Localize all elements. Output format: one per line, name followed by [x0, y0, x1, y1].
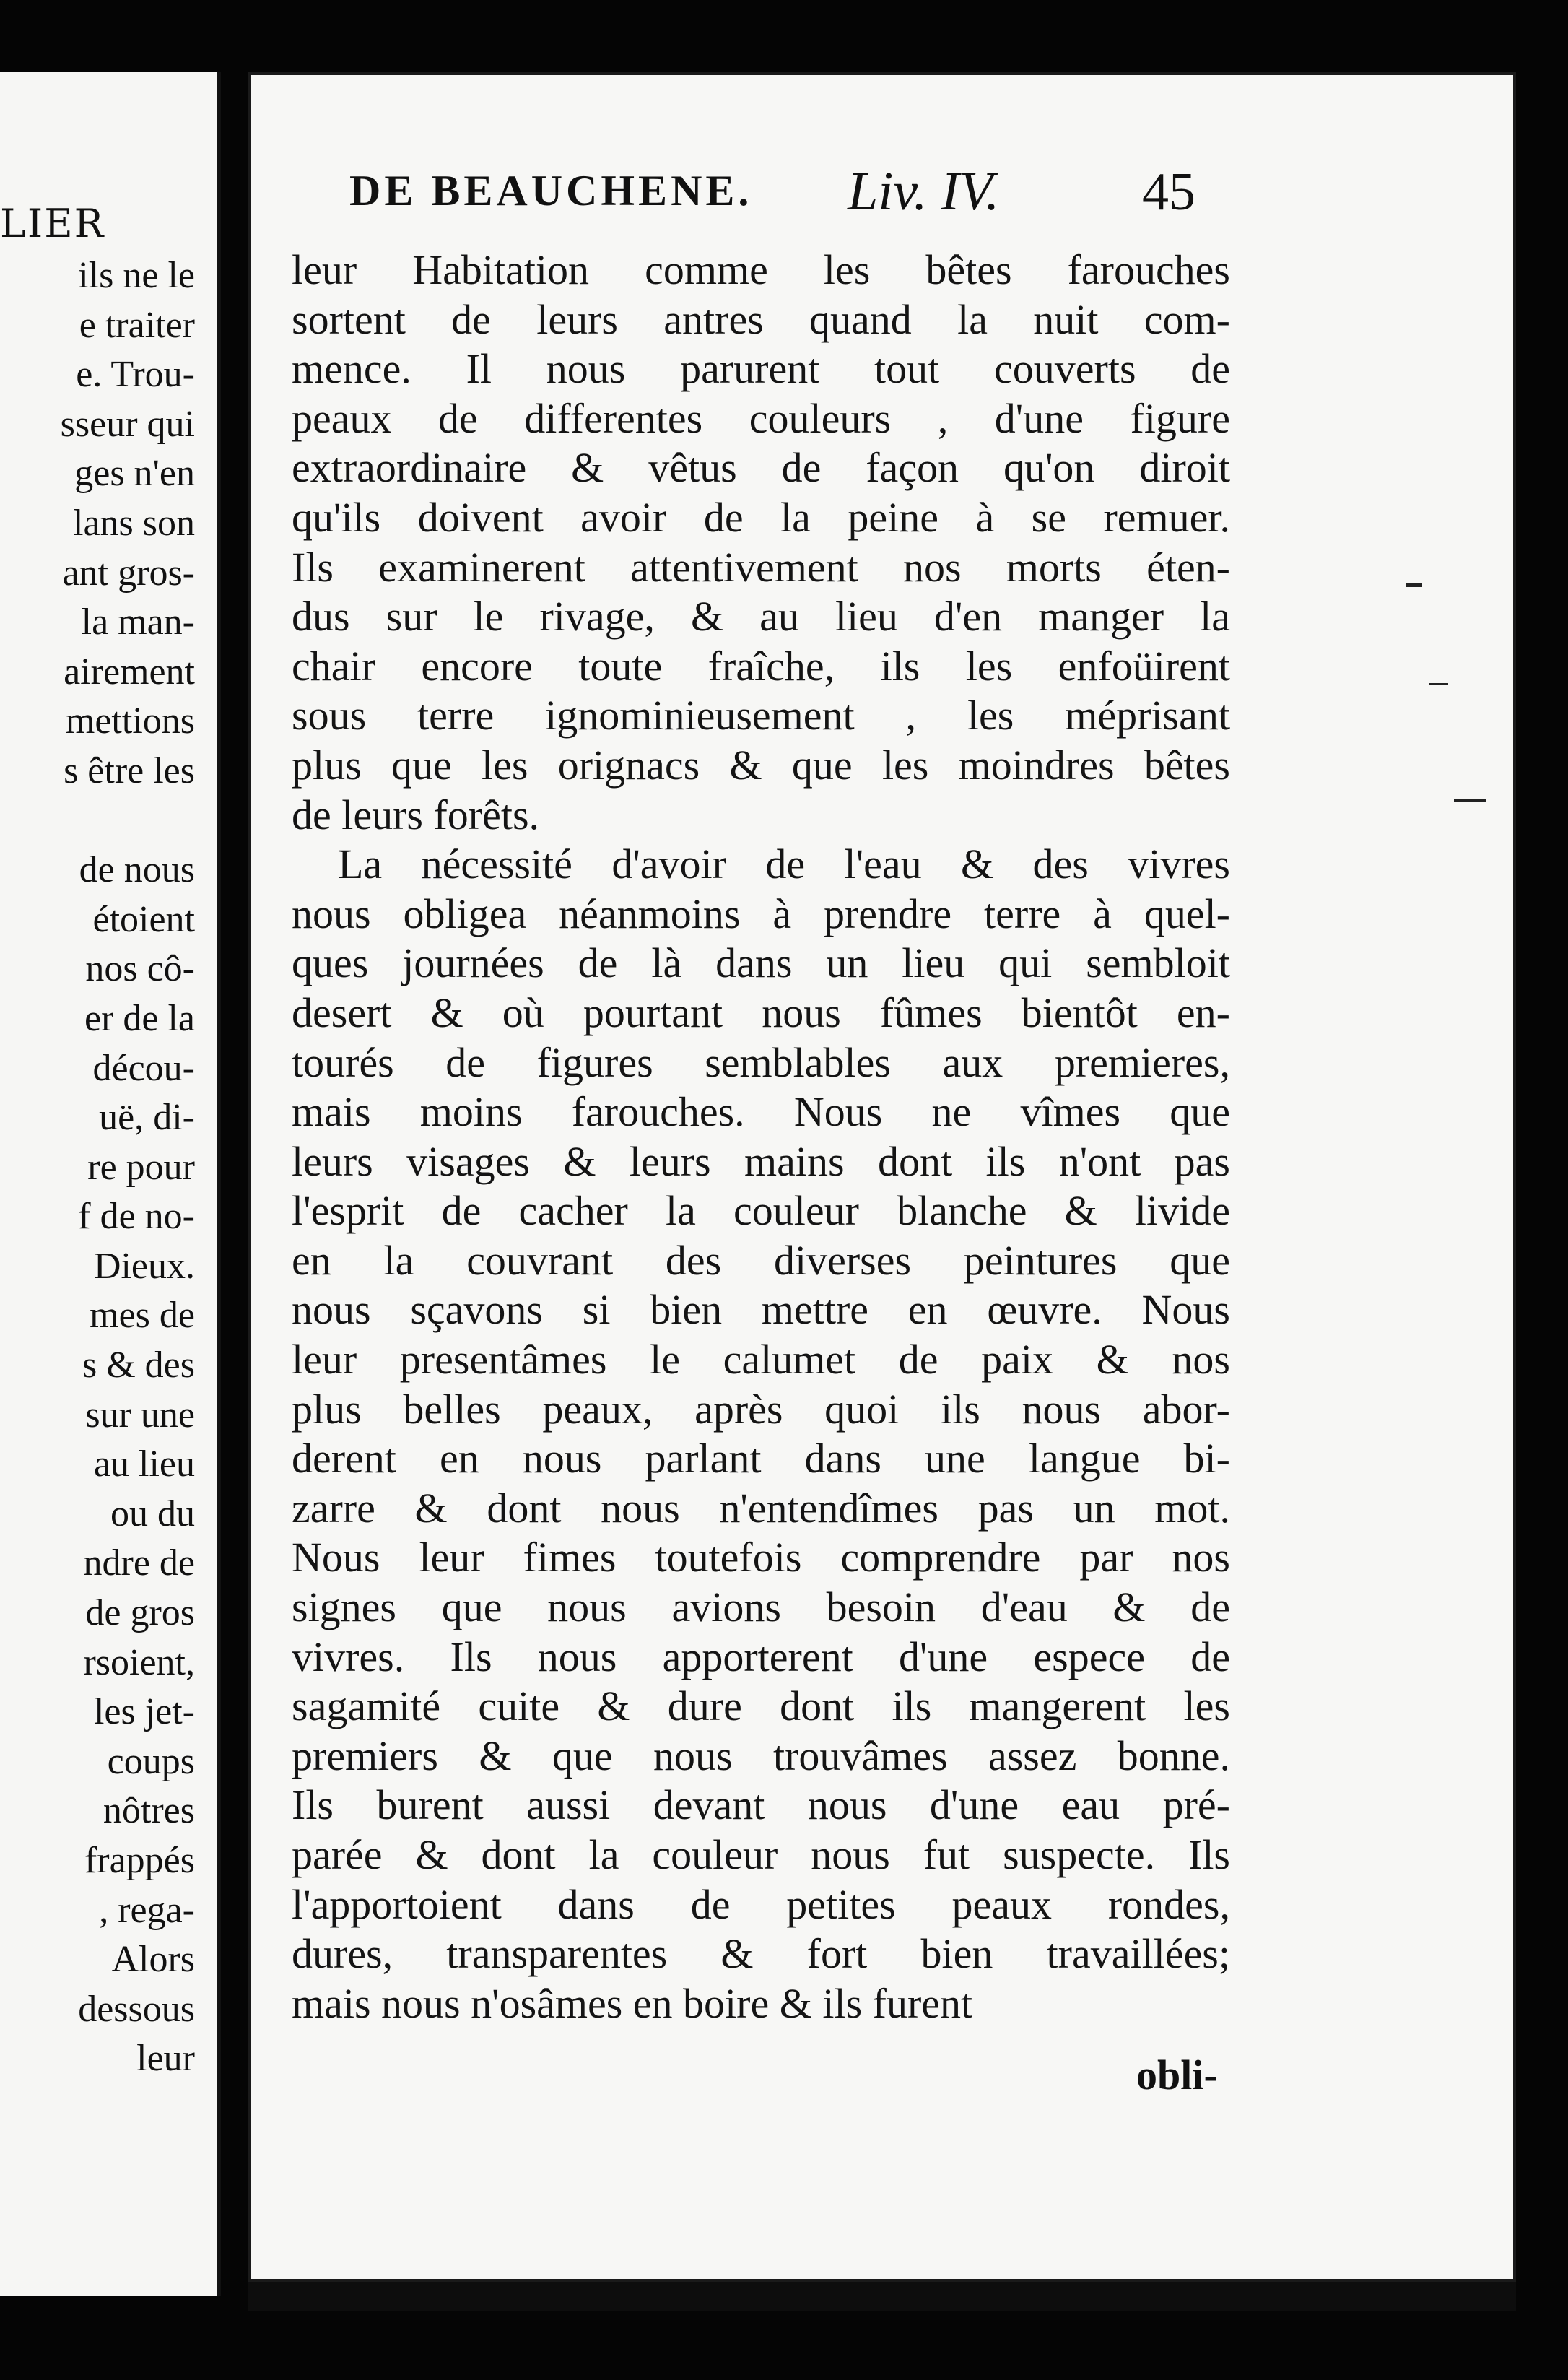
text-line: en la couvrant des diverses peintures que: [292, 1236, 1230, 1284]
text-line: mais nous n'osâmes en boire & ils furent: [292, 1979, 973, 2027]
margin-mark: [1406, 583, 1422, 587]
left-text-line: uë, di-: [99, 1097, 195, 1139]
left-text-line: e. Trou-: [76, 354, 195, 396]
left-page-text: [0, 251, 195, 2084]
page-bottom-edge: [248, 2282, 1516, 2311]
left-text-line: au lieu: [93, 1443, 195, 1485]
text-line: signes que nous avions besoin d'eau & de: [292, 1584, 1230, 1631]
text-line: derent en nous parlant dans une langue bi-: [292, 1435, 1230, 1482]
text-line: sortent de leurs antres quand la nuit com-: [292, 295, 1230, 343]
text-line: dus sur le rivage, & au lieu d'en manger la: [292, 593, 1230, 640]
left-text-line: mettions: [65, 700, 195, 742]
text-line: l'apportoient dans de petites peaux rondes,: [292, 1880, 1230, 1928]
text-line: La nécessité d'avoir de l'eau & des vivres: [338, 841, 1230, 888]
left-text-line: er de la: [84, 997, 195, 1039]
text-line: sagamité cuite & dure dont ils mangerent les: [292, 1682, 1230, 1730]
left-text-line: nôtres: [103, 1790, 195, 1832]
left-text-line: ant gros-: [62, 552, 195, 594]
left-text-line: la man-: [81, 601, 195, 643]
text-line: dures, transparentes & fort bien travaillées;: [292, 1930, 1230, 1978]
left-text-line: dessous: [78, 1988, 195, 2030]
left-text-line: sseur qui: [60, 403, 195, 445]
left-text-line: s être les: [64, 750, 195, 791]
left-text-line: de gros: [85, 1592, 195, 1634]
left-text-line: les jet-: [93, 1691, 195, 1733]
text-line: sous terre ignominieusement , les méprisant: [292, 692, 1230, 739]
text-line: desert & où pourtant nous fûmes bientôt en-: [292, 989, 1230, 1036]
left-text-line: s & des: [82, 1345, 195, 1386]
left-text-line: , rega-: [99, 1889, 195, 1931]
left-text-line: décou-: [92, 1047, 195, 1089]
text-line: chair encore toute fraîche, ils les enfoüirent: [292, 642, 1230, 690]
left-page-fragment: [0, 72, 221, 2296]
left-running-head: LIER: [0, 201, 105, 246]
text-line: zarre & dont nous n'entendîmes pas un mot.: [292, 1484, 1230, 1532]
text-line: leur Habitation comme les bêtes farouches: [292, 246, 1230, 293]
left-text-line: Dieux.: [93, 1245, 195, 1287]
left-text-line: frappés: [84, 1840, 195, 1881]
left-text-line: re pour: [87, 1146, 195, 1188]
text-line: leur presentâmes le calumet de paix & nos: [292, 1336, 1230, 1384]
left-text-line: ges n'en: [74, 453, 195, 495]
left-text-line: lans son: [73, 502, 195, 544]
margin-mark: [1429, 683, 1448, 685]
text-line: de leurs forêts.: [292, 791, 540, 838]
left-text-line: f de no-: [78, 1196, 195, 1238]
text-line: peaux de differentes couleurs , d'une figure: [292, 394, 1230, 442]
main-page: [248, 72, 1516, 2282]
left-text-line: ndre de: [83, 1542, 195, 1584]
left-text-line: leur: [136, 2038, 195, 2080]
left-text-line: Alors: [111, 1939, 195, 1981]
text-line: parée & dont la couleur nous fut suspecte. Ils: [292, 1831, 1230, 1878]
left-text-line: rsoient,: [83, 1641, 195, 1683]
text-line: plus belles peaux, après quoi ils nous abor-: [292, 1385, 1230, 1433]
text-line: extraordinaire & vêtus de façon qu'on diroit: [292, 444, 1230, 492]
left-text-line: [0, 796, 195, 846]
text-line: nous sçavons si bien mettre en œuvre. Nous: [292, 1286, 1230, 1334]
text-line: Nous leur fimes toutefois comprendre par nos: [292, 1534, 1230, 1581]
left-text-line: mes de: [90, 1295, 195, 1337]
text-line: mence. Il nous parurent tout couverts de: [292, 345, 1230, 393]
running-head-book: Liv. IV.: [848, 161, 1000, 222]
text-line: Ils burent aussi devant nous d'une eau pré-: [292, 1781, 1230, 1829]
left-text-line: sur une: [85, 1394, 195, 1436]
left-text-line: étoient: [92, 898, 195, 940]
left-text-line: airement: [64, 651, 195, 692]
text-line: Ils examinerent attentivement nos morts éten-: [292, 543, 1230, 591]
left-text-line: ils ne le: [78, 255, 195, 296]
left-text-line: e traiter: [79, 304, 195, 346]
body-text: [292, 246, 1230, 2028]
text-line: premiers & que nous trouvâmes assez bonne.: [292, 1732, 1230, 1779]
running-head: [248, 161, 1516, 231]
text-line: tourés de figures semblables aux premieres,: [292, 1038, 1230, 1086]
left-text-line: coups: [107, 1740, 195, 1782]
text-line: plus que les orignacs & que les moindres bêtes: [292, 741, 1230, 789]
left-text-line: de nous: [79, 849, 195, 891]
left-text-line: ou du: [110, 1493, 195, 1534]
text-line: mais moins farouches. Nous ne vîmes que: [292, 1088, 1230, 1136]
left-text-line: nos cô-: [85, 948, 195, 990]
text-line: ques journées de là dans un lieu qui sembloit: [292, 939, 1230, 987]
running-head-title: DE BEAUCHENE.: [349, 167, 753, 214]
text-line: leurs visages & leurs mains dont ils n'ont pas: [292, 1137, 1230, 1185]
text-line: vivres. Ils nous apporterent d'une espece de: [292, 1633, 1230, 1680]
margin-mark: [1454, 799, 1486, 802]
page-number: 45: [1142, 162, 1195, 222]
catchword: obli-: [1136, 2051, 1218, 2098]
text-line: l'esprit de cacher la couleur blanche & livide: [292, 1187, 1230, 1235]
text-line: nous obligea néanmoins à prendre terre à quel-: [292, 890, 1230, 937]
text-line: qu'ils doivent avoir de la peine à se remuer.: [292, 493, 1230, 541]
